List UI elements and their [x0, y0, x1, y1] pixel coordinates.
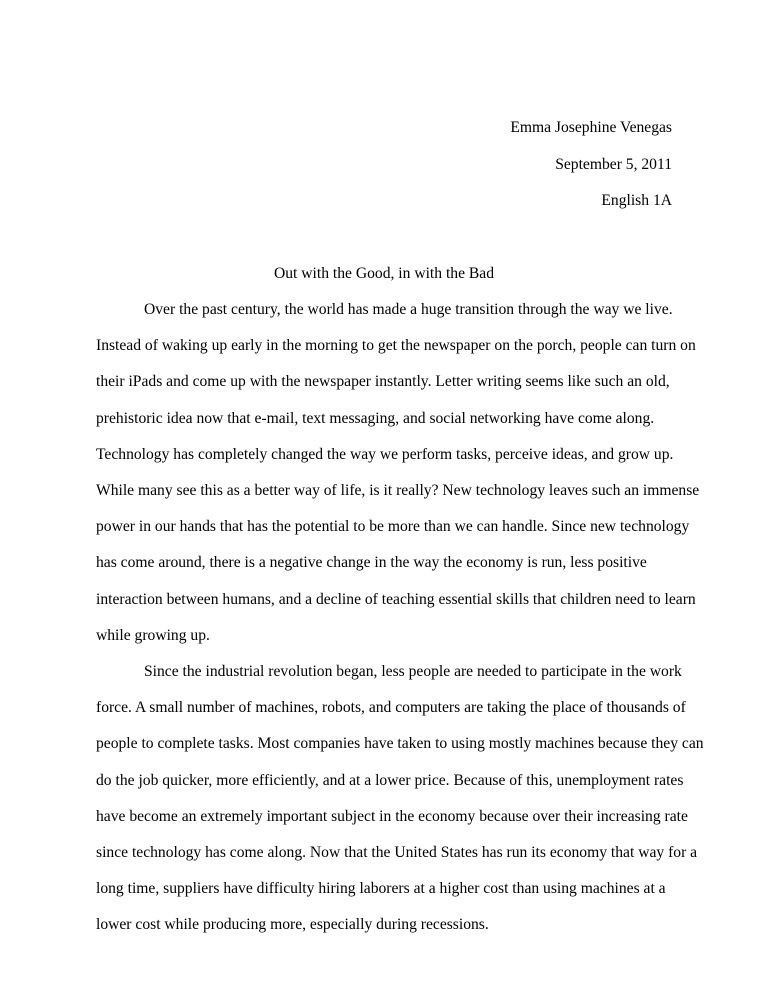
paragraph-2 [96, 662, 704, 952]
paragraph-line: have become an extremely important subject in the economy because over their increasing rate [96, 807, 688, 825]
course-name: English 1A [601, 192, 672, 209]
paragraph-line: do the job quicker, more efficiently, and at a lower price. Because of this, unemployment rates [96, 771, 684, 789]
paragraph-line: interaction between humans, and a decline of teaching essential skills that children need to learn [96, 590, 696, 608]
paragraph-line: power in our hands that has the potential to be more than we can handle. Since new technology [96, 518, 690, 536]
essay-date: September 5, 2011 [555, 156, 672, 173]
paragraph-1 [96, 300, 700, 662]
paragraph-line: people to complete tasks. Most companies have taken to using mostly machines because they can [96, 735, 704, 753]
paragraph-line: while growing up. [96, 626, 210, 644]
paragraph-line: prehistoric idea now that e-mail, text messaging, and social networking have come along. [96, 409, 655, 427]
paragraph-line: long time, suppliers have difficulty hiring laborers at a higher cost than using machines at a [96, 880, 666, 898]
paragraph-line: Technology has completely changed the way we perform tasks, perceive ideas, and grow up. [96, 445, 674, 463]
paragraph-line: since technology has come along. Now that the United States has run its economy that way for a [96, 843, 698, 861]
paragraph-line: Instead of waking up early in the morning to get the newspaper on the porch, people can turn on [96, 337, 696, 355]
author-name: Emma Josephine Venegas [510, 119, 672, 136]
essay-title: Out with the Good, in with the Bad [273, 265, 495, 282]
paragraph-line: While many see this as a better way of life, is it really? New technology leaves such an immense [96, 481, 700, 499]
paragraph-line: force. A small number of machines, robots, and computers are taking the place of thousands of [96, 699, 686, 717]
paragraph-line: Since the industrial revolution began, less people are needed to participate in the work [144, 663, 682, 680]
paragraph-line: has come around, there is a negative change in the way the economy is run, less positive [96, 554, 647, 572]
paragraph-line: their iPads and come up with the newspaper instantly. Letter writing seems like such an old, [96, 373, 670, 391]
paragraph-line: lower cost while producing more, especially during recessions. [96, 916, 489, 934]
paragraph-line: Over the past century, the world has made a huge transition through the way we live. [144, 301, 673, 318]
